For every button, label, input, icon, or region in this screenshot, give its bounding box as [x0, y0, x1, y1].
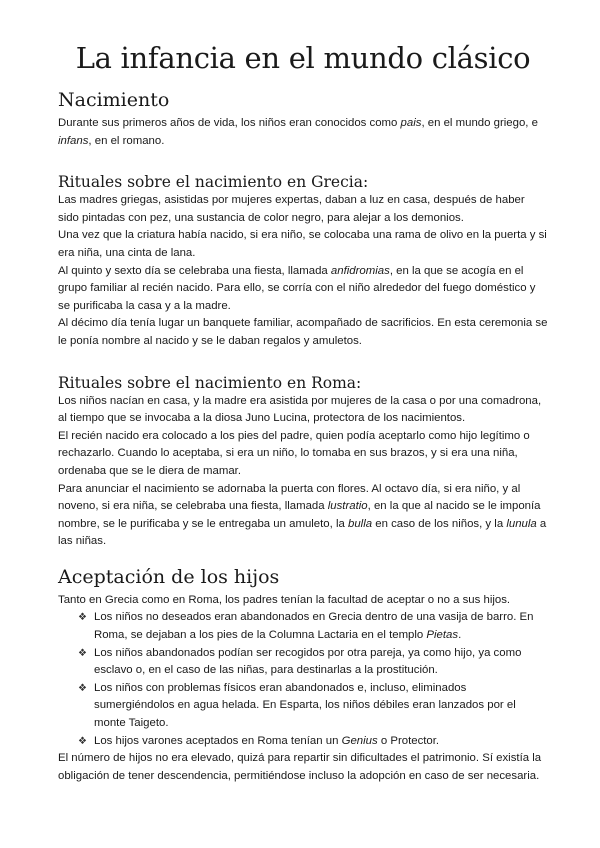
italic-term: pais — [400, 117, 422, 129]
italic-term: lunula — [506, 517, 537, 530]
grecia-paragraph-1: Las madres griegas, asistidas por mujeres expertas, daban a luz en casa, después de haber sido pintadas con pez, una sustancia de color negro, para alejar a los demonios. — [58, 194, 525, 224]
list-item-text: Los niños con problemas físicos eran abandonados e, incluso, eliminados sumergiéndolos en agua helada. En Esparta, los niños débiles eran lanzados por el monte Taigeto. — [94, 681, 516, 730]
page-title: La infancia en el mundo clásico — [75, 41, 531, 75]
list-item — [78, 680, 548, 733]
list-item — [78, 609, 548, 644]
nacimiento-paragraph: Durante sus primeros años de vida, los niños eran conocidos como pais, en el mundo griego, e infans, en el romano. — [58, 117, 538, 147]
diamond-bullet-icon: ❖ — [78, 735, 87, 747]
roma-paragraph-2: El recién nacido era colocado a los pies del padre, quien podía aceptarlo como hijo legítimo o rechazarlo. Cuando lo aceptaba, si era un niño, lo tomaba en sus brazos, y si era una niña, ordenaba que se le diera de mamar. — [58, 429, 530, 477]
aceptacion-intro: Tanto en Grecia como en Roma, los padres tenían la facultad de aceptar o no a sus hijos. — [58, 593, 511, 606]
italic-term: Pietas — [426, 629, 459, 642]
italic-term: anfidromias — [330, 264, 390, 277]
section-heading-roma: Rituales sobre el nacimiento en Roma: — [58, 373, 362, 392]
italic-term: infans — [58, 134, 89, 147]
roma-paragraph-1: Los niños nacían en casa, y la madre era asistida por mujeres de la casa o por una comadrona, al tiempo que se invocaba a la diosa Juno Lucina, protectora de los nacimientos. — [58, 394, 542, 425]
section-heading-nacimiento: Nacimiento — [58, 89, 170, 111]
italic-term: bulla — [348, 517, 373, 530]
list-item-text: Los niños no deseados eran abandonados en Grecia dentro de una vasija de barro. En Roma, se dejaban a los pies de la Columna Lactaria en el templo Pietas. — [94, 611, 534, 642]
list-item — [78, 645, 548, 680]
list-item-text: Los hijos varones aceptados en Roma tenían un Genius o Protector. — [94, 734, 440, 747]
section-heading-grecia: Rituales sobre el nacimiento en Grecia: — [58, 173, 369, 192]
roma-paragraph-3: Para anunciar el nacimiento se adornaba la puerta con flores. Al octavo día, si era niño, y al noveno, si era niña, se celebraba una fiesta, llamada lustratio, en la que al nacido se le imponía nombre, se le purificaba y se le entregaba un amuleto, la bulla en caso de los niños, y la lunula a las niñas. — [58, 482, 547, 548]
document-page — [58, 40, 548, 785]
diamond-bullet-icon: ❖ — [78, 612, 87, 624]
list-item — [78, 733, 548, 751]
aceptacion-bullet-list — [58, 609, 548, 750]
diamond-bullet-icon: ❖ — [78, 682, 87, 694]
italic-term: Genius — [341, 734, 378, 747]
list-item-text: Los niños abandonados podían ser recogidos por otra pareja, ya como hijo, ya como esclavo o, en el caso de las niñas, para destinarlas a la prostitución. — [94, 646, 522, 677]
grecia-paragraph-4: Al décimo día tenía lugar un banquete familiar, acompañado de sacrificios. En esta ceremonia se le ponía nombre al nacido y se le daban regalos y amuletos. — [58, 317, 548, 347]
section-heading-aceptacion: Aceptación de los hijos — [58, 565, 280, 588]
grecia-paragraph-2: Una vez que la criatura había nacido, si era niño, se colocaba una rama de olivo en la puerta y si era niña, una cinta de lana. — [58, 229, 547, 259]
aceptacion-closing: El número de hijos no era elevado, quizá para repartir sin dificultades el patrimonio. Sí existía la obligación de tener descendencia, permitiéndose incluso la adopción en caso de ser necesaria. — [58, 752, 542, 782]
diamond-bullet-icon: ❖ — [78, 647, 87, 659]
grecia-paragraph-3: Al quinto y sexto día se celebraba una fiesta, llamada anfidromias, en la que se acogía en el grupo familiar al recién nacido. Para ello, se corría con el niño alrededor del fuego doméstico y se purificaba la casa y a la madre. — [58, 264, 536, 312]
italic-term: lustratio — [327, 500, 368, 513]
